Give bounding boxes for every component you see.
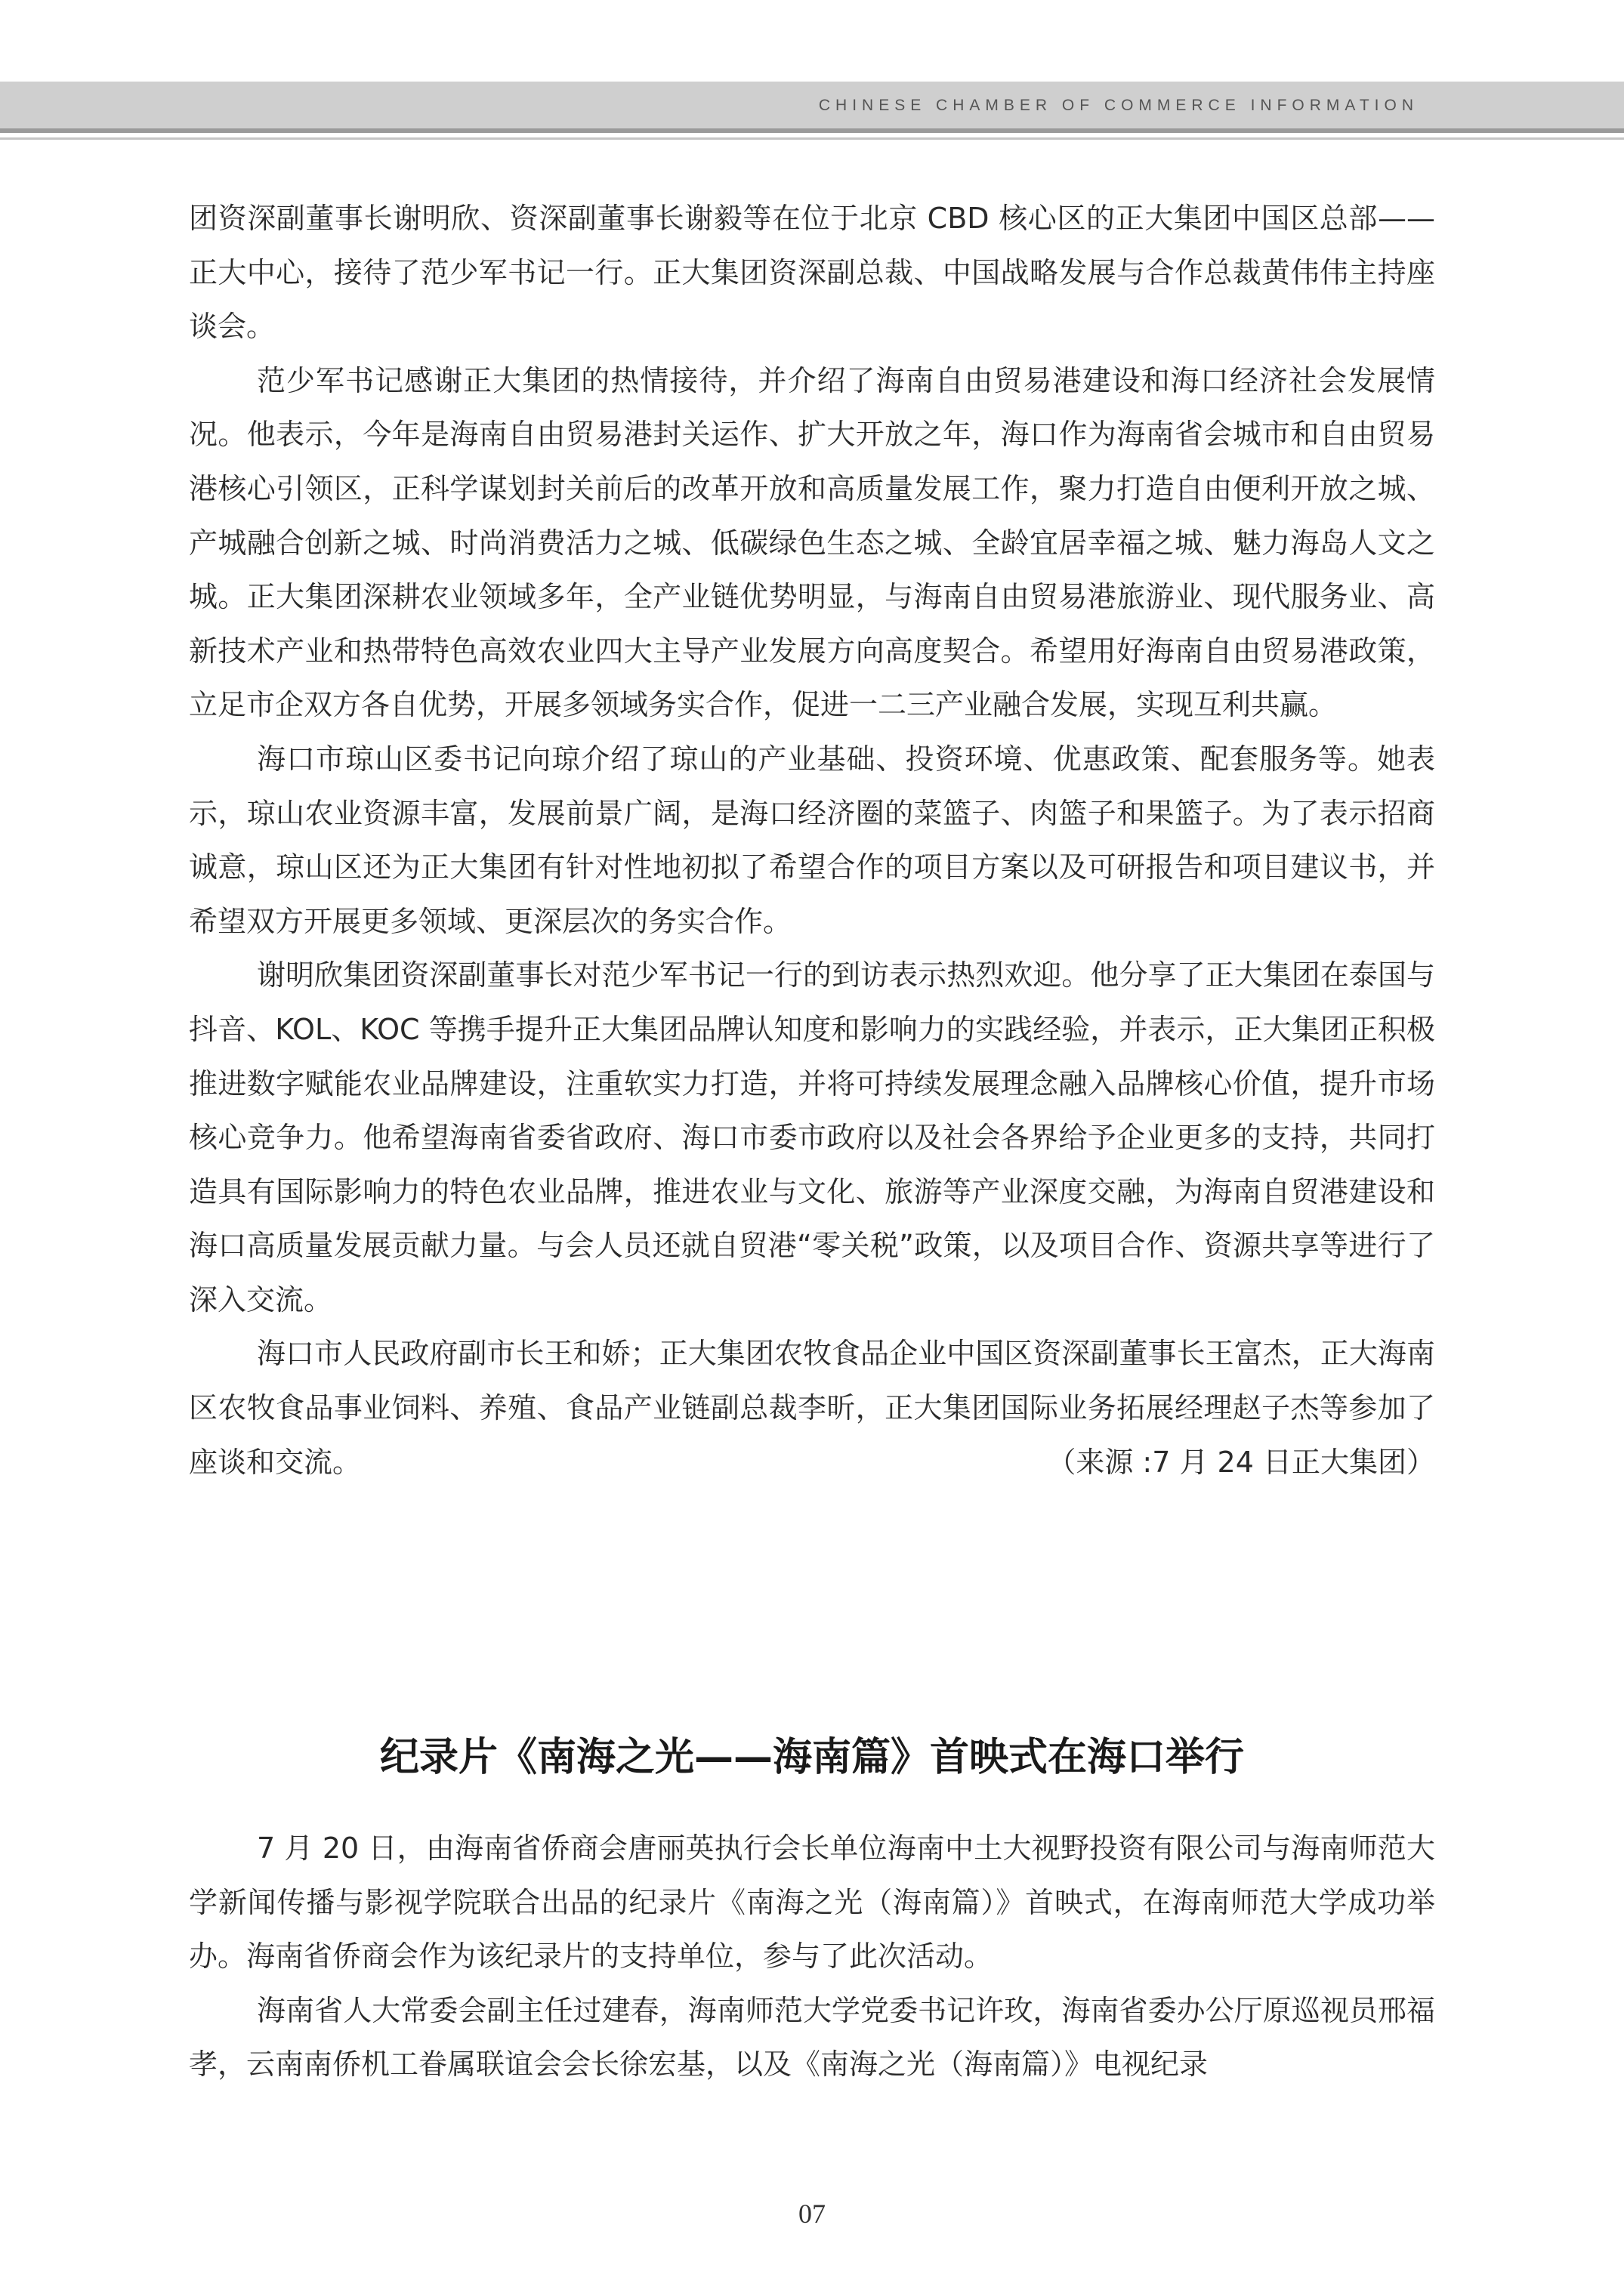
paragraph: 范少军书记感谢正大集团的热情接待，并介绍了海南自由贸易港建设和海口经济社会发展情况。他表示，今年是海南自由贸易港封关运作、扩大开放之年，海口作为海南省会城市和自由贸易港核心引领区，正科学谋划封关前后的改革开放和高质量发展工作，聚力打造自由便利开放之城、产城融合创新之城、时尚消费活力之城、低碳绿色生态之城、全龄宜居幸福之城、魅力海岛人文之城。正大集团深耕农业领域多年，全产业链优势明显，与海南自由贸易港旅游业、现代服务业、高新技术产业和热带特色高效农业四大主导产业发展方向高度契合。希望用好海南自由贸易港政策，立足市企双方各自优势，开展多领域务实合作，促进一二三产业融合发展，实现互利共赢。 [189, 363, 1435, 722]
paragraph: 海南省人大常委会副主任过建春，海南师范大学党委书记许玫，海南省委办公厅原巡视员邢福孝，云南南侨机工眷属联谊会会长徐宏基，以及《南海之光（海南篇）》电视纪录 [189, 1993, 1435, 2082]
source-note: （来源 :7 月 24 日正大集团） [1047, 1445, 1435, 1479]
header-rule [0, 128, 1624, 133]
paragraph: 7 月 20 日，由海南省侨商会唐丽英执行会长单位海南中土大视野投资有限公司与海南师范大学新闻传播与影视学院联合出品的纪录片《南海之光（海南篇）》首映式，在海南师范大学成功举办。海南省侨商会作为该纪录片的支持单位，参与了此次活动。 [189, 1832, 1435, 1974]
paragraph [189, 1327, 1435, 1489]
masthead: CHINESE CHAMBER OF COMMERCE INFORMATION [818, 97, 1419, 114]
article-body-2 [189, 1822, 1435, 2092]
paragraph: 海口市琼山区委书记向琼介绍了琼山的产业基础、投资环境、优惠政策、配套服务等。她表示，琼山农业资源丰富，发展前景广阔，是海口经济圈的菜篮子、肉篮子和果篮子。为了表示招商诚意，琼山区还为正大集团有针对性地初拟了希望合作的项目方案以及可研报告和项目建议书，并希望双方开展更多领域、更深层次的务实合作。 [189, 742, 1435, 938]
paragraph: 团资深副董事长谢明欣、资深副董事长谢毅等在位于北京 CBD 核心区的正大集团中国区总部——正大中心，接待了范少军书记一行。正大集团资深副总裁、中国战略发展与合作总裁黄伟伟主持座谈会。 [189, 202, 1435, 344]
header-rule-secondary [0, 137, 1624, 140]
page-number: 07 [798, 2199, 826, 2229]
article-title: 纪录片《南海之光——海南篇》首映式在海口举行 [379, 1735, 1244, 1780]
paragraph: 谢明欣集团资深副董事长对范少军书记一行的到访表示热烈欢迎。他分享了正大集团在泰国与抖音、KOL、KOC 等携手提升正大集团品牌认知度和影响力的实践经验，并表示，正大集团正积极推进数字赋能农业品牌建设，注重软实力打造，并将可持续发展理念融入品牌核心价值，提升市场核心竞争力。他希望海南省委省政府、海口市委市政府以及社会各界给予企业更多的支持，共同打造具有国际影响力的特色农业品牌，推进农业与文化、旅游等产业深度交融，为海南自贸港建设和海口高质量发展贡献力量。与会人员还就自贸港“零关税”政策，以及项目合作、资源共享等进行了深入交流。 [189, 958, 1435, 1316]
article-body-1 [189, 192, 1435, 1489]
paragraph-text: 海口市人民政府副市长王和娇；正大集团农牧食品企业中国区资深副董事长王富杰，正大海南区农牧食品事业饲料、养殖、食品产业链副总裁李昕，正大集团国际业务拓展经理赵子杰等参加了座谈和交流。 [189, 1337, 1435, 1479]
